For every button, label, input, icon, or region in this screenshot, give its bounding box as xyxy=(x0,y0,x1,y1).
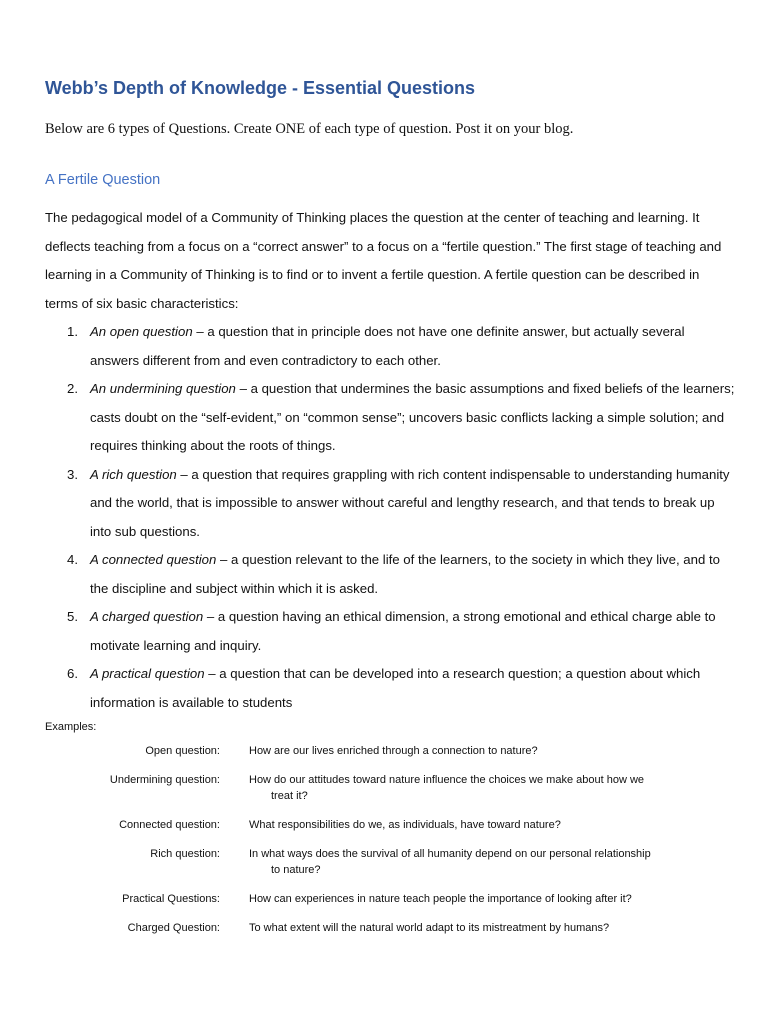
example-label: Connected question: xyxy=(119,819,220,831)
example-row-charged xyxy=(0,920,768,936)
fertile-question-criteria-list xyxy=(45,318,735,717)
example-label: Open question: xyxy=(145,745,220,757)
criteria-term: A connected question xyxy=(90,552,217,567)
example-row-open xyxy=(0,743,768,759)
list-number: 5. xyxy=(67,609,78,624)
list-number: 6. xyxy=(67,666,78,681)
criteria-term: An open question xyxy=(90,324,193,339)
intro-paragraph: The pedagogical model of a Community of Thinking places the question at the center of teaching and learning. It deflects teaching from a focus on a “correct answer” to a focus on a “fertile question.” The first stage of teaching and learning in a Community of Thinking is to find or to invent a fertile question. A fertile question can be described in terms of six basic characteristics: xyxy=(45,210,722,311)
example-row-undermining xyxy=(0,772,768,804)
example-label: Practical Questions: xyxy=(122,893,220,905)
examples-label: Examples: xyxy=(45,721,97,733)
criteria-item-connected xyxy=(45,546,735,603)
criteria-item-practical xyxy=(45,660,735,717)
criteria-description: – a question relevant to the life of the learners, to the society in which they live, and to the discipline and subject within which it is asked. xyxy=(90,552,720,596)
criteria-term: A practical question xyxy=(90,666,205,681)
list-number: 1. xyxy=(67,324,78,339)
criteria-description: – a question that in principle does not have one definite answer, but actually several answers different from and even contradictory to each other. xyxy=(90,324,685,368)
page-title: Webb’s Depth of Knowledge - Essential Questions xyxy=(45,78,476,98)
criteria-term: A charged question xyxy=(90,609,204,624)
criteria-item-rich xyxy=(45,461,735,547)
criteria-item-undermining xyxy=(45,375,735,461)
example-text: What responsibilities do we, as individuals, have toward nature? xyxy=(249,819,561,831)
fertile-question-body xyxy=(45,204,735,717)
criteria-description: – a question having an ethical dimension, a strong emotional and ethical charge able to motivate learning and inquiry. xyxy=(90,609,716,653)
example-row-connected xyxy=(0,817,768,833)
example-label: Charged Question: xyxy=(127,922,220,934)
example-text: To what extent will the natural world adapt to its mistreatment by humans? xyxy=(249,922,610,934)
list-number: 4. xyxy=(67,552,78,567)
example-label: Rich question: xyxy=(150,848,220,860)
criteria-description: – a question that undermines the basic assumptions and fixed beliefs of the learners; casts doubt on the “self-evident,” on “common sense”; uncovers basic conflicts lacking a simple solution; and requires thinking about the roots of things. xyxy=(90,381,735,453)
criteria-item-charged xyxy=(45,603,735,660)
example-row-practical xyxy=(0,891,768,907)
criteria-term: A rich question xyxy=(90,466,177,482)
example-text: How do our attitudes toward nature influence the choices we make about how we treat it? xyxy=(249,774,645,802)
criteria-description: – a question that can be developed into a research question; a question about which information is available to students xyxy=(90,666,701,710)
example-label: Undermining question: xyxy=(109,774,220,786)
section-heading: A Fertile Question xyxy=(45,172,161,188)
list-number: 3. xyxy=(67,466,78,482)
example-text: How are our lives enriched through a connection to nature? xyxy=(249,745,538,757)
example-row-rich xyxy=(0,846,768,878)
criteria-item-open xyxy=(45,318,735,375)
example-text: In what ways does the survival of all humanity depend on our personal relationship to nature? xyxy=(249,848,651,876)
list-number: 2. xyxy=(67,381,78,396)
examples-list xyxy=(0,743,768,949)
assignment-instructions: Below are 6 types of Questions. Create ONE of each type of question. Post it on your blog. xyxy=(45,121,574,137)
example-text: How can experiences in nature teach people the importance of looking after it? xyxy=(249,893,632,905)
criteria-term: An undermining question xyxy=(90,381,236,396)
criteria-description: – a question that requires grappling with rich content indispensable to understanding humanity and the world, that is impossible to answer without careful and lengthy research, and that tends to break up into sub questions. xyxy=(90,466,730,539)
